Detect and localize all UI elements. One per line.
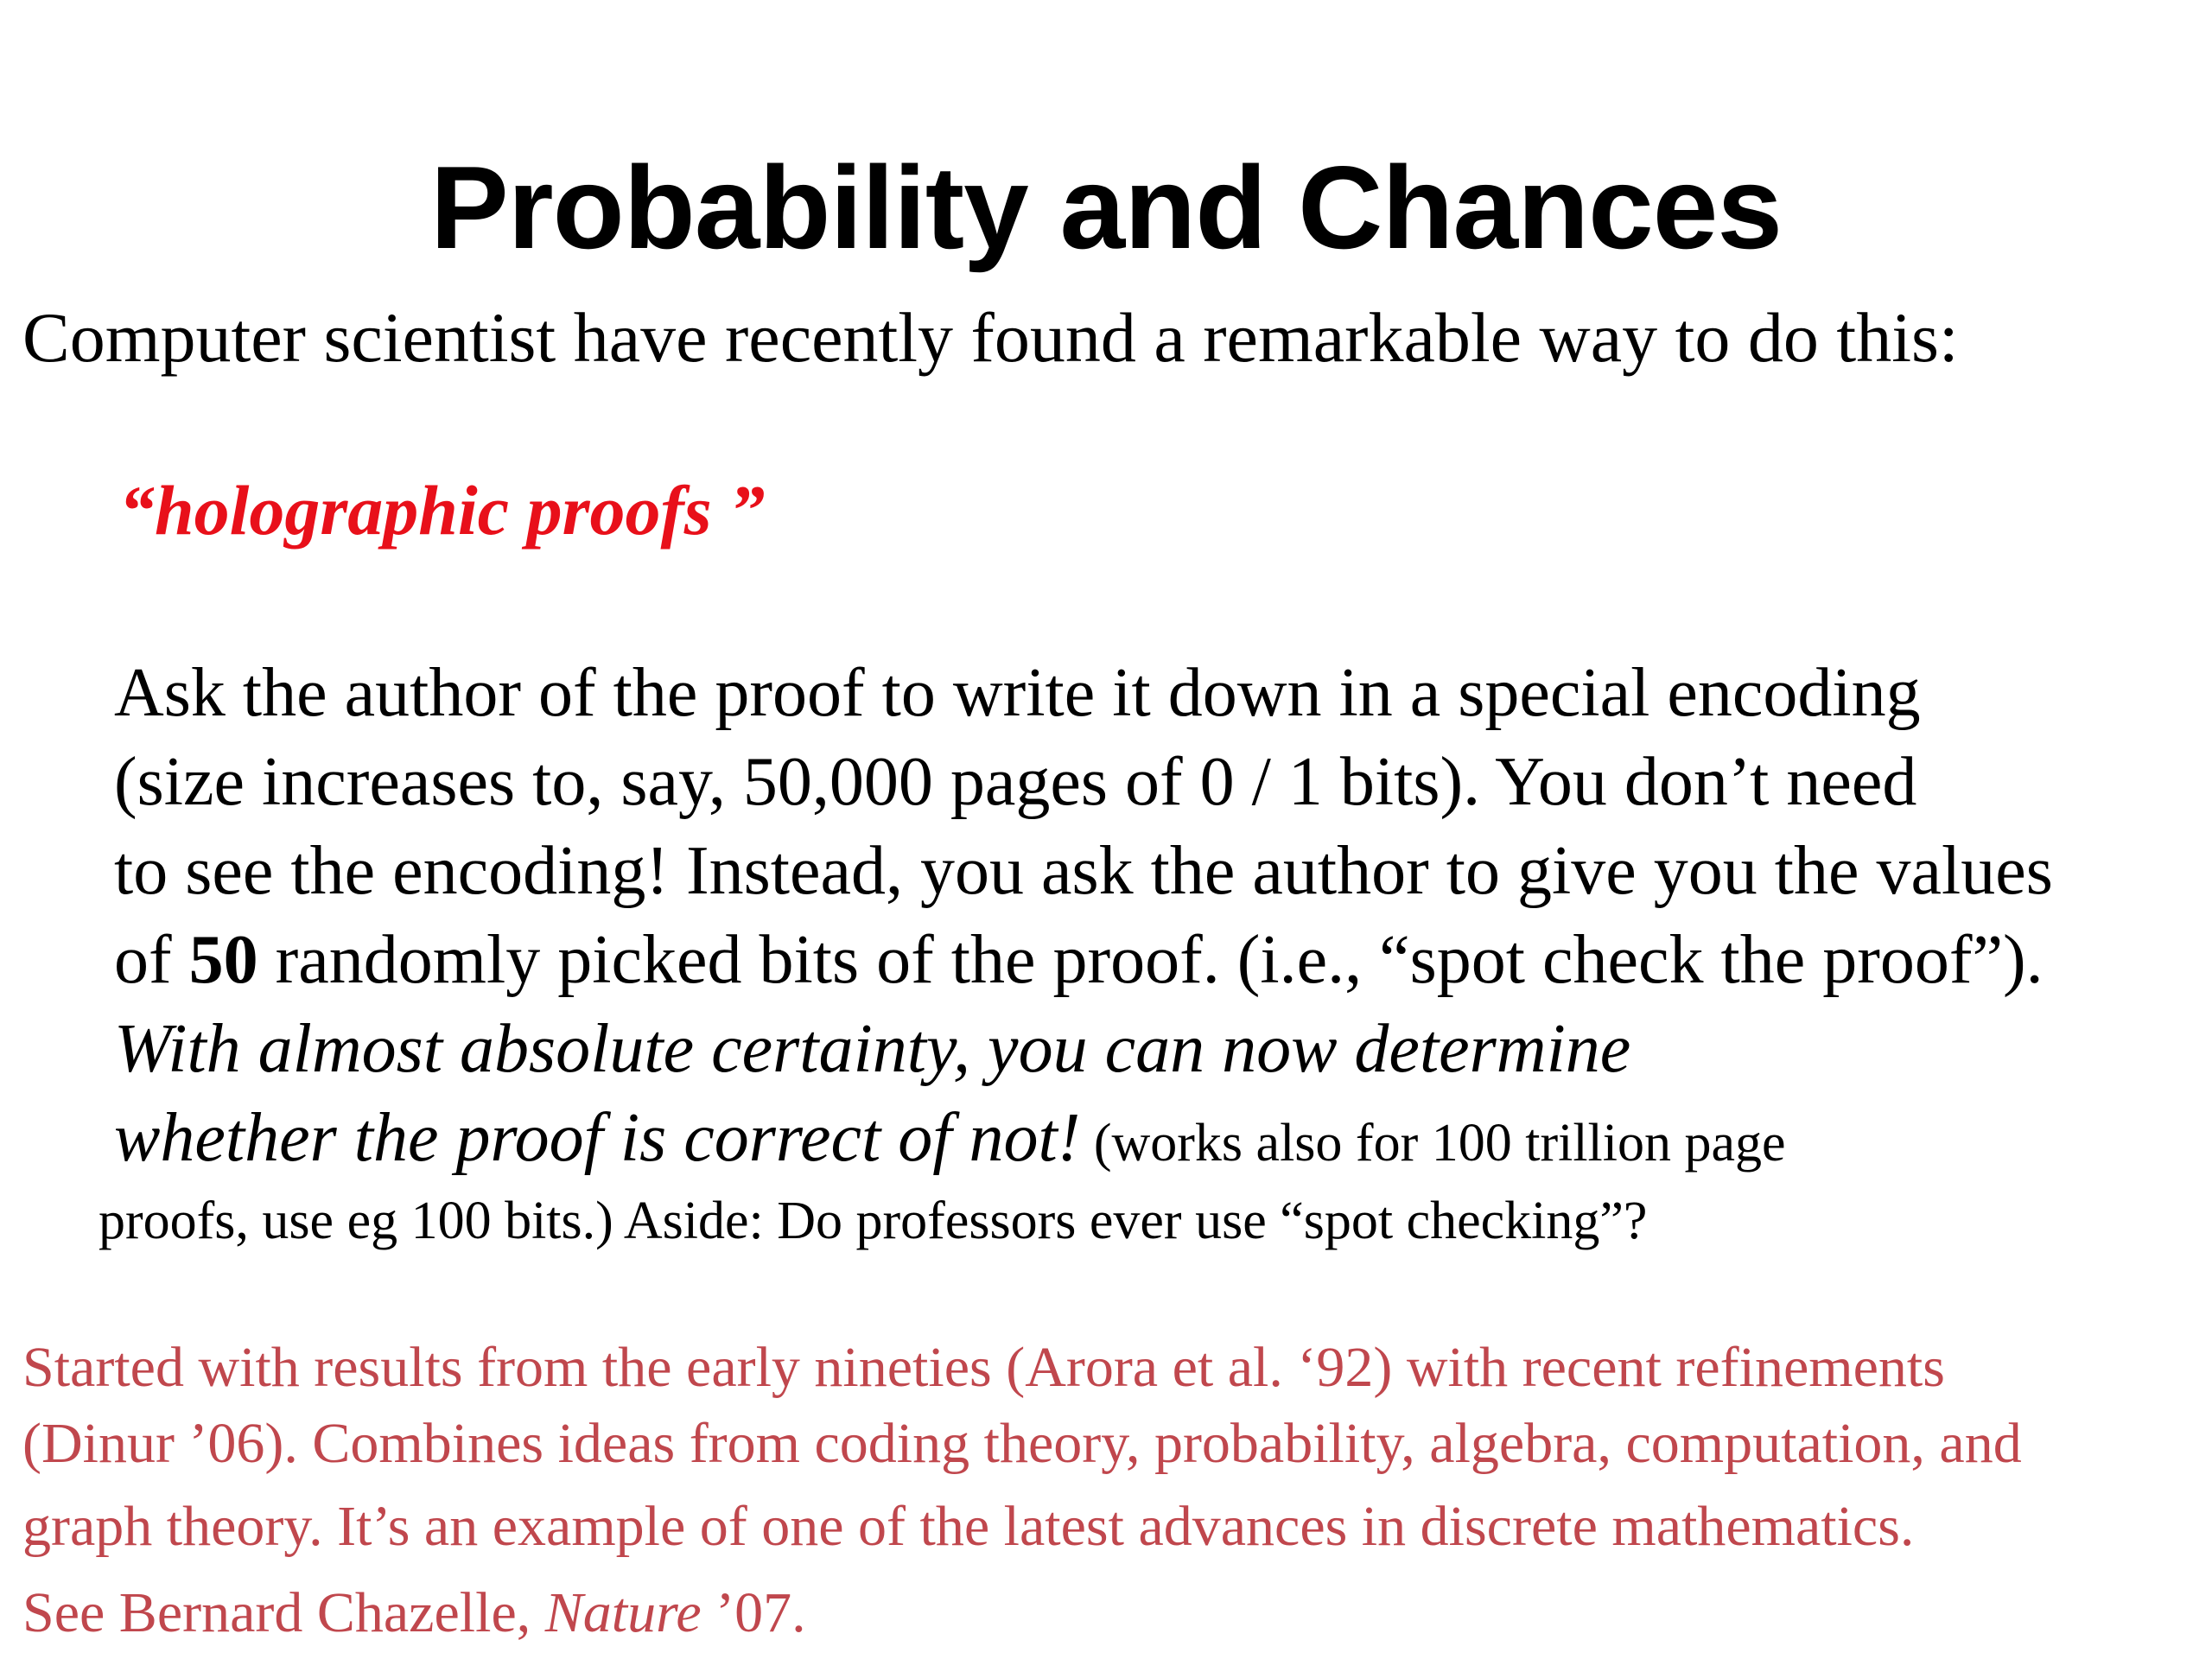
- body-line-4-prefix: of: [114, 922, 189, 998]
- body-line-6: [114, 1100, 1786, 1176]
- bits-count: 50: [188, 922, 258, 998]
- holographic-proofs-quote: “holographic proofs ”: [119, 471, 766, 550]
- nature-journal: Nature: [544, 1581, 702, 1644]
- slide-title: Probability and Chances: [429, 142, 1783, 273]
- intro-text: Computer scientist have recently found a remarkable way to do this:: [22, 298, 1959, 377]
- footnote-line-3: graph theory. It’s an example of one of the latest advances in discrete mathematics.: [22, 1495, 1915, 1558]
- footnote-line-4-suffix: ’07.: [701, 1581, 806, 1644]
- body-line-6-italic: whether the proof is correct of not!: [114, 1100, 1081, 1176]
- body-line-4: [114, 922, 2044, 998]
- body-line-5: With almost absolute certainty, you can now determine: [114, 1011, 1631, 1087]
- footnote-line-2: (Dinur ’06). Combines ideas from coding theory, probability, algebra, computation, and: [22, 1412, 2022, 1475]
- body-line-1: Ask the author of the proof to write it down in a special encoding: [114, 655, 1921, 731]
- footnote-line-1: Started with results from the early nineties (Arora et al. ‘92) with recent refinements: [22, 1336, 1945, 1399]
- body-line-3: to see the encoding! Instead, you ask the author to give you the values: [114, 833, 2053, 909]
- body-line-7: proofs, use eg 100 bits.) Aside: Do professors ever use “spot checking”?: [99, 1192, 1648, 1250]
- body-line-2: (size increases to, say, 50,000 pages of 0 / 1 bits). You don’t need: [114, 744, 1917, 820]
- footnote-line-4: [22, 1581, 806, 1644]
- footnote-line-4-prefix: See Bernard Chazelle,: [22, 1581, 545, 1644]
- body-line-6-small: (works also for 100 trillion page: [1080, 1114, 1786, 1173]
- body-line-4-suffix: randomly picked bits of the proof. (i.e., “spot check the proof”).: [257, 922, 2044, 998]
